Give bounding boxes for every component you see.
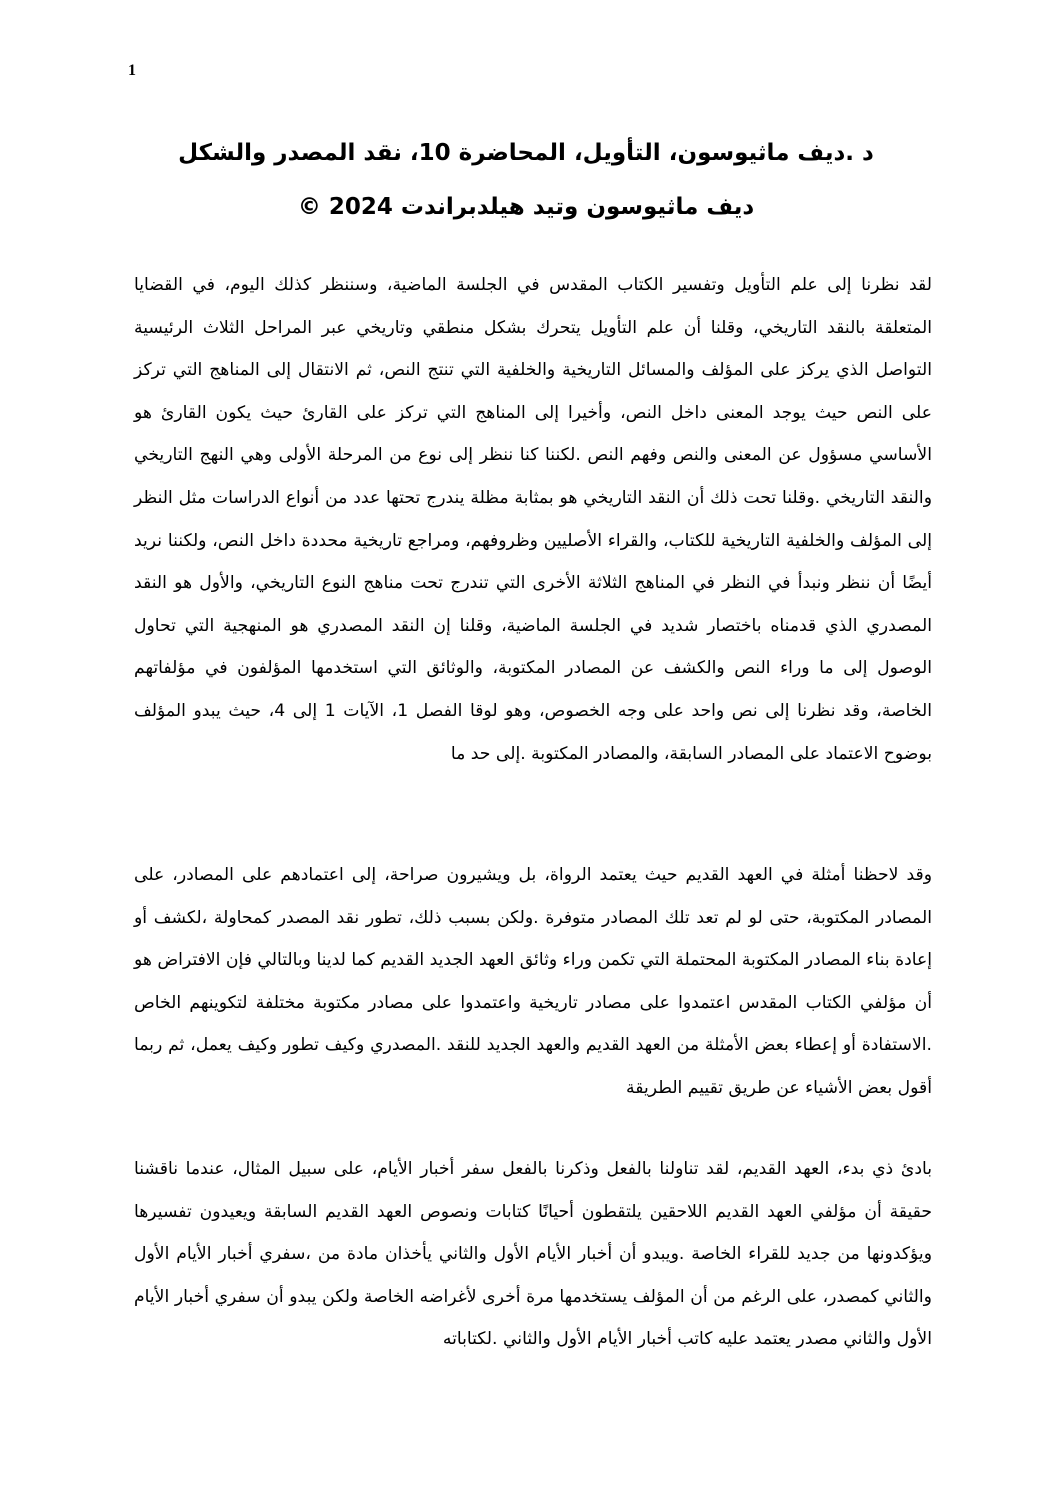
body-paragraph-3: بادئ ذي بدء، العهد القديم، لقد تناولنا بالفعل وذكرنا بالفعل سفر أخبار الأيام، على سبيل المثال، عندما ناقشنا حقيقة أن مؤلفي العهد القديم اللاحقين يلتقطون أحيانًا كتابات ونصوص العهد القديم السابقة ويعيدون تفسيرها ويؤكدونها من جديد للقراء الخاصة .ويبدو أن أخبار الأيام الأول والثاني يأخذان مادة من ،سفري أخبار الأيام الأول والثاني كمصدر، على الرغم من أن المؤلف يستخدمها مرة أخرى لأغراضه الخاصة ولكن يبدو أن سفري أخبار الأيام الأول والثاني مصدر يعتمد عليه كاتب أخبار الأيام الأول والثاني .لكتاباته <box>134 1159 932 1350</box>
document-title <box>120 126 932 234</box>
title-line-2: ديف ماثيوسون وتيد هيلدبراندت 2024 © <box>297 194 755 220</box>
body-paragraph-2: وقد لاحظنا أمثلة في العهد القديم حيث يعتمد الرواة، بل ويشيرون صراحة، إلى اعتمادهم على المصادر، على المصادر المكتوبة، حتى لو لم تعد تلك المصادر متوفرة .ولكن بسبب ذلك، تطور نقد المصدر كمحاولة ،لكشف أو إعادة بناء المصادر المكتوبة المحتملة التي تكمن وراء وثائق العهد الجديد القديم كما لدينا وبالتالي فإن الافتراض هو أن مؤلفي الكتاب المقدس اعتمدوا على مصادر تاريخية واعتمدوا على مصادر مكتوبة مختلفة لتكوينهم الخاص .الاستفادة أو إعطاء بعض الأمثلة من العهد القديم والعهد الجديد للنقد .المصدري وكيف تطور وكيف يعمل، ثم ربما أقول بعض الأشياء عن طريق تقييم الطريقة <box>134 865 932 1098</box>
body-paragraph-1: لقد نظرنا إلى علم التأويل وتفسير الكتاب المقدس في الجلسة الماضية، وسننظر كذلك اليوم، في القضايا المتعلقة بالنقد التاريخي، وقلنا أن علم التأويل يتحرك بشكل منطقي وتاريخي عبر المراحل الثلاث الرئيسية التواصل الذي يركز على المؤلف والمسائل التاريخية والخلفية التي تنتج النص، ثم الانتقال إلى المناهج التي تركز على النص حيث يوجد المعنى داخل النص، وأخيرا إلى المناهج التي تركز على القارئ حيث يكون القارئ هو الأساسي مسؤول عن المعنى والنص وفهم النص .لكننا كنا ننظر إلى نوع من المرحلة الأولى وهي النهج التاريخي والنقد التاريخي .وقلنا تحت ذلك أن النقد التاريخي هو بمثابة مظلة يندرج تحتها عدد من أنواع الدراسات مثل النظر إلى المؤلف والخلفية التاريخية للكتاب، والقراء الأصليين وظروفهم، ومراجع تاريخية محددة داخل النص، ولكننا نريد أيضًا أن ننظر ونبدأ في النظر في المناهج الثلاثة الأخرى التي تندرج تحت مناهج النوع التاريخي، والأول هو النقد المصدري الذي قدمناه باختصار شديد في الجلسة الماضية، وقلنا إن النقد المصدري هو المنهجية التي تحاول الوصول إلى ما وراء النص والكشف عن المصادر المكتوبة، والوثائق التي استخدمها المؤلفون في مؤلفاتهم الخاصة، وقد نظرنا إلى نص واحد على وجه الخصوص، وهو لوقا الفصل 1، الآيات 1 إلى 4، حيث يبدو المؤلف بوضوح الاعتماد على المصادر السابقة، والمصادر المكتوبة .إلى حد ما <box>134 275 933 764</box>
page-number: 1 <box>128 62 136 79</box>
title-line-1: د .ديف ماثيوسون، التأويل، المحاضرة 10، نقد المصدر والشكل <box>178 140 874 166</box>
